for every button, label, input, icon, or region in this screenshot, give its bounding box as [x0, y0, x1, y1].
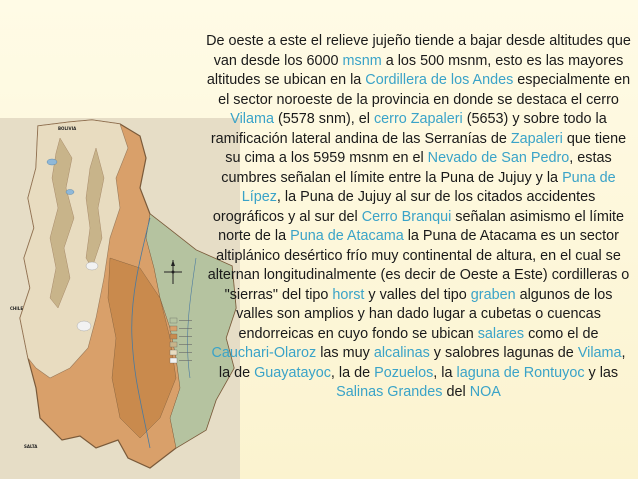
paragraph-text: (5653) y sobre todo la ramificación lateral andina de las Serranías de	[210, 111, 607, 147]
map-legend	[168, 316, 196, 376]
paragraph-text: , la	[433, 364, 457, 381]
keyword-cerro-branqui: Cerro Branqui	[361, 208, 452, 225]
paragraph-text: especialmente en el sector noroeste de la provincia en donde se destaca el cerro	[218, 72, 631, 108]
paragraph-text: y salobres lagunas de	[429, 345, 578, 361]
paragraph-text: la Puna de Atacama es un sector altiplánico desértico frío muy continental de altura, en el cual se alternan longitudinalmente (es decir de Oeste a Este) cordilleras o "sierras" del tipo	[207, 228, 630, 303]
paragraph-text: algunos de los valles son amplios y han dado lugar a cubetas o cuencas endorreicas en cuyo fondo se ubican	[236, 286, 613, 342]
keyword-salinas-grandes: Salinas Grandes	[336, 384, 443, 400]
keyword-pozuelos: Pozuelos	[374, 364, 434, 381]
keyword-cauchari-olaroz: Cauchari-Olaroz	[211, 345, 317, 361]
keyword-alcalinas: alcalinas	[373, 345, 430, 361]
keyword-puna-lipez: Puna de Lípez	[241, 169, 616, 205]
keyword-puna-atacama: Puna de Atacama	[290, 228, 404, 244]
jujuy-relief-map	[0, 118, 240, 479]
paragraph-text: (5578 snm), el	[273, 111, 374, 127]
keyword-nevado-san-pedro: Nevado de San Pedro	[427, 150, 570, 166]
paragraph-text: , estas cumbres señalan el límite entre la Puna de Jujuy y la	[221, 150, 612, 186]
keyword-horst: horst	[332, 286, 365, 303]
paragraph-text: , la Puna de Jujuy al sur de los citados accidentes orográficos y al sur del	[212, 189, 596, 225]
keyword-vilama-lagunas: Vilama	[577, 345, 622, 361]
paragraph-text: señalan asimismo el límite norte de la	[218, 208, 625, 244]
keyword-cerro-zapaleri: cerro Zapaleri	[373, 111, 463, 127]
paragraph-text: como el de	[524, 325, 599, 342]
map-label-bolivia: BOLIVIA	[58, 126, 77, 131]
map-graphic	[0, 118, 240, 479]
keyword-laguna-rontuyoc: laguna de Rontuyoc	[456, 364, 585, 381]
map-label-salta: SALTA	[24, 444, 38, 449]
relief-description-paragraph	[206, 32, 631, 477]
map-label-chile: CHILE	[10, 306, 24, 311]
keyword-zapaleri: Zapaleri	[510, 130, 563, 147]
compass-rose-icon	[162, 258, 184, 286]
paragraph-text: a los 500 msnm, esto es las mayores altitudes se ubican en la	[206, 52, 624, 88]
paragraph-text: que tiene su cima a los 5959 msnm en el	[225, 130, 627, 166]
paragraph-text: del	[442, 384, 470, 400]
paragraph-text: De oeste a este el relieve jujeño tiende a bajar desde altitudes que van desde los 6000	[206, 33, 631, 69]
paragraph-text: y valles del tipo	[364, 286, 471, 303]
paragraph-text: y las	[584, 364, 619, 381]
paragraph-text: , la de	[218, 345, 626, 381]
keyword-msnm: msnm	[342, 52, 382, 69]
keyword-graben: graben	[470, 286, 516, 303]
keyword-noa: NOA	[469, 384, 501, 400]
keyword-cordillera-andes: Cordillera de los Andes	[365, 72, 514, 88]
paragraph-text: las muy	[316, 345, 374, 361]
keyword-salares: salares	[477, 325, 525, 342]
keyword-vilama: Vilama	[230, 111, 274, 127]
keyword-guayatayoc: Guayatayoc	[254, 364, 331, 381]
paragraph-text: , la de	[330, 364, 375, 381]
